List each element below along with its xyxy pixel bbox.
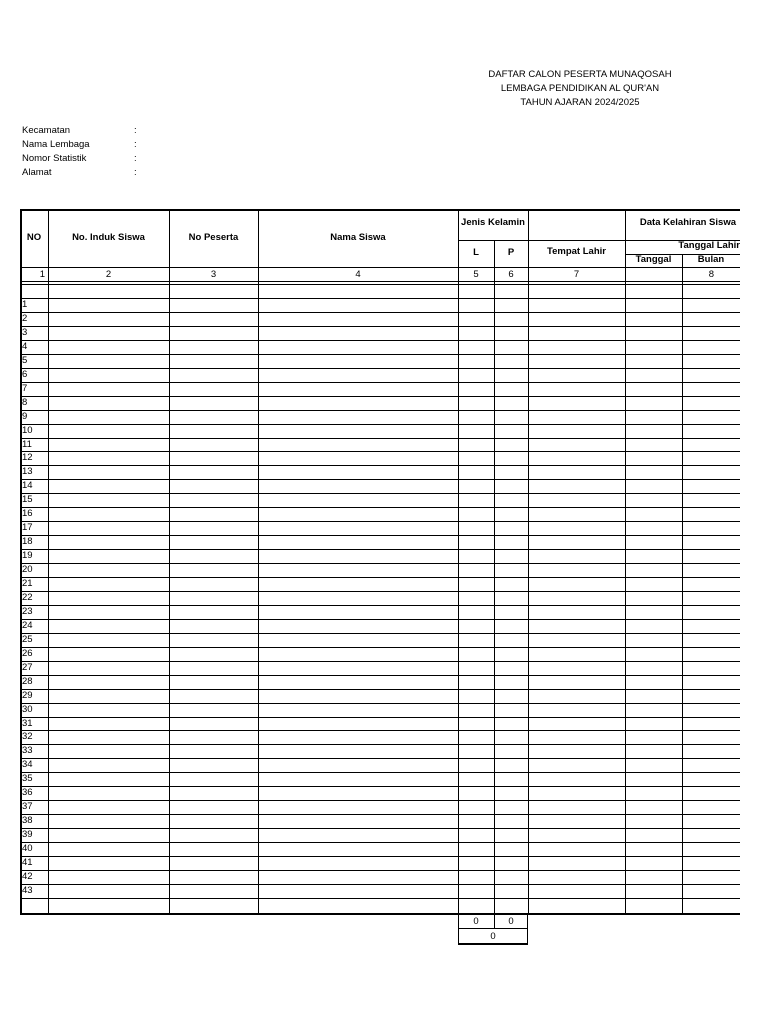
row-number: 33 (22, 745, 33, 756)
row-number: 37 (22, 801, 33, 812)
row-line-34 (20, 772, 740, 773)
colnum-8: 8 (708, 269, 714, 280)
row-number: 4 (22, 341, 28, 352)
row-line-8 (20, 410, 740, 411)
column-line-2 (169, 209, 170, 914)
row-line-7 (20, 396, 740, 397)
row-line-10 (20, 438, 740, 439)
row-number: 36 (22, 787, 33, 798)
colnum-2: 2 (105, 269, 112, 280)
row-line-20 (20, 577, 740, 578)
colnum-3: 3 (210, 269, 217, 280)
meta-nomor-statistik (22, 152, 137, 166)
row-line-4 (20, 354, 740, 355)
row-line-17 (20, 535, 740, 536)
row-number: 43 (22, 885, 33, 896)
title-line-3: TAHUN AJARAN 2024/2025 (520, 97, 640, 108)
row-number: 1 (22, 299, 28, 310)
row-line-32 (20, 744, 740, 745)
row-line-9 (20, 424, 740, 425)
row-line-24 (20, 633, 740, 634)
header-tempat-lahir: Tempat Lahir (547, 246, 606, 257)
header-no-peserta: No Peserta (188, 232, 239, 243)
header-bottom-line (20, 267, 740, 268)
row-number: 35 (22, 773, 33, 784)
row-number: 19 (22, 550, 33, 561)
meta-alamat-label: Alamat (22, 167, 52, 178)
header-bulan: Bulan (697, 254, 725, 265)
header-no-induk-siswa: No. Induk Siswa (72, 232, 145, 243)
title-line-1: DAFTAR CALON PESERTA MUNAQOSAH (488, 69, 672, 80)
row-number: 16 (22, 508, 33, 519)
row-line-37 (20, 814, 740, 815)
row-number: 34 (22, 759, 33, 770)
row-number: 32 (22, 731, 33, 742)
row-number: 40 (22, 843, 33, 854)
row-line-43 (20, 898, 740, 899)
row-number: 22 (22, 592, 33, 603)
column-line-3 (258, 209, 259, 914)
row-line-36 (20, 800, 740, 801)
row-number: 39 (22, 829, 33, 840)
row-number: 2 (22, 313, 28, 324)
row-line-38 (20, 828, 740, 829)
row-number: 27 (22, 662, 33, 673)
meta-alamat-colon: : (134, 167, 137, 178)
column-line-6 (528, 209, 529, 914)
row-number: 5 (22, 355, 28, 366)
title-line-2: LEMBAGA PENDIDIKAN AL QUR'AN (500, 83, 660, 94)
row-number: 7 (22, 383, 28, 394)
row-line-23 (20, 619, 740, 620)
meta-kecamatan-colon: : (134, 125, 137, 136)
row-number: 25 (22, 634, 33, 645)
row-number: 21 (22, 578, 33, 589)
row-line-28 (20, 689, 740, 690)
row-line-19 (20, 563, 740, 564)
header-jenis-kelamin: Jenis Kelamin (461, 217, 525, 228)
row-line-0 (20, 298, 740, 299)
total-l: 0 (473, 916, 479, 927)
column-line-8 (682, 254, 683, 914)
row-number: 31 (22, 718, 33, 729)
row-line-2 (20, 326, 740, 327)
total-sum: 0 (490, 931, 496, 942)
total-box-bottom (458, 943, 528, 945)
row-line-13 (20, 479, 740, 480)
row-number: 9 (22, 411, 28, 422)
meta-nama-lembaga-label: Nama Lembaga (22, 139, 90, 150)
row-number: 18 (22, 536, 33, 547)
colnum-1: 1 (39, 269, 45, 280)
row-line-26 (20, 661, 740, 662)
header-data-kelahiran-siswa: Data Kelahiran Siswa (639, 217, 736, 228)
row-number: 8 (22, 397, 28, 408)
row-line-16 (20, 521, 740, 522)
row-line-42 (20, 884, 740, 885)
colnum-bottom-line (20, 281, 740, 282)
meta-nama-lembaga-colon: : (134, 139, 137, 150)
column-line-4 (458, 209, 459, 914)
row-number: 11 (22, 439, 32, 450)
double-line (20, 284, 740, 285)
row-number: 24 (22, 620, 33, 631)
row-line-40 (20, 856, 740, 857)
header-tanggal: Tanggal (635, 254, 672, 265)
row-line-29 (20, 703, 740, 704)
row-number: 3 (22, 327, 28, 338)
row-line-27 (20, 675, 740, 676)
row-number: 41 (22, 857, 33, 868)
row-number: 30 (22, 704, 33, 715)
row-number: 12 (22, 452, 33, 463)
meta-nomor-statistik-colon: : (134, 153, 137, 164)
row-line-30 (20, 717, 740, 718)
column-line-1 (48, 209, 49, 914)
total-box-top (458, 914, 528, 915)
colnum-7: 7 (573, 269, 580, 280)
row-line-31 (20, 730, 740, 731)
row-line-18 (20, 549, 740, 550)
row-line-3 (20, 340, 740, 341)
row-number: 17 (22, 522, 33, 533)
table-border-top (20, 209, 740, 211)
meta-kecamatan-label: Kecamatan (22, 125, 71, 136)
row-line-33 (20, 758, 740, 759)
header-tanggal-lahir: Tanggal Lahir (678, 240, 740, 251)
colnum-5: 5 (473, 269, 479, 280)
row-line-6 (20, 382, 740, 383)
row-number: 6 (22, 369, 28, 380)
row-number: 15 (22, 494, 33, 505)
header-nama-siswa: Nama Siswa (330, 232, 386, 243)
row-line-35 (20, 786, 740, 787)
row-number: 29 (22, 690, 33, 701)
colnum-6: 6 (508, 269, 514, 280)
row-line-5 (20, 368, 740, 369)
row-line-22 (20, 605, 740, 606)
row-number: 23 (22, 606, 33, 617)
row-line-14 (20, 493, 740, 494)
total-box-sep (458, 928, 528, 929)
column-line-7 (625, 209, 626, 914)
row-number: 10 (22, 425, 33, 436)
row-number: 13 (22, 466, 33, 477)
row-line-21 (20, 591, 740, 592)
row-number: 38 (22, 815, 33, 826)
row-line-39 (20, 842, 740, 843)
table-border-bottom (20, 913, 740, 915)
row-number: 28 (22, 676, 33, 687)
row-line-15 (20, 507, 740, 508)
row-line-41 (20, 870, 740, 871)
row-line-1 (20, 312, 740, 313)
colnum-4: 4 (355, 269, 361, 280)
row-line-12 (20, 465, 740, 466)
row-line-11 (20, 451, 740, 452)
meta-nomor-statistik-label: Nomor Statistik (22, 153, 87, 164)
meta-alamat (22, 166, 137, 180)
row-number: 26 (22, 648, 33, 659)
header-p: P (507, 247, 515, 258)
header-no: NO (26, 232, 42, 243)
row-number: 42 (22, 871, 33, 882)
meta-kecamatan (22, 124, 137, 138)
row-line-25 (20, 647, 740, 648)
row-number: 20 (22, 564, 33, 575)
header-l: L (473, 247, 479, 258)
row-number: 14 (22, 480, 33, 491)
total-p: 0 (508, 916, 514, 927)
meta-nama-lembaga (22, 138, 137, 152)
